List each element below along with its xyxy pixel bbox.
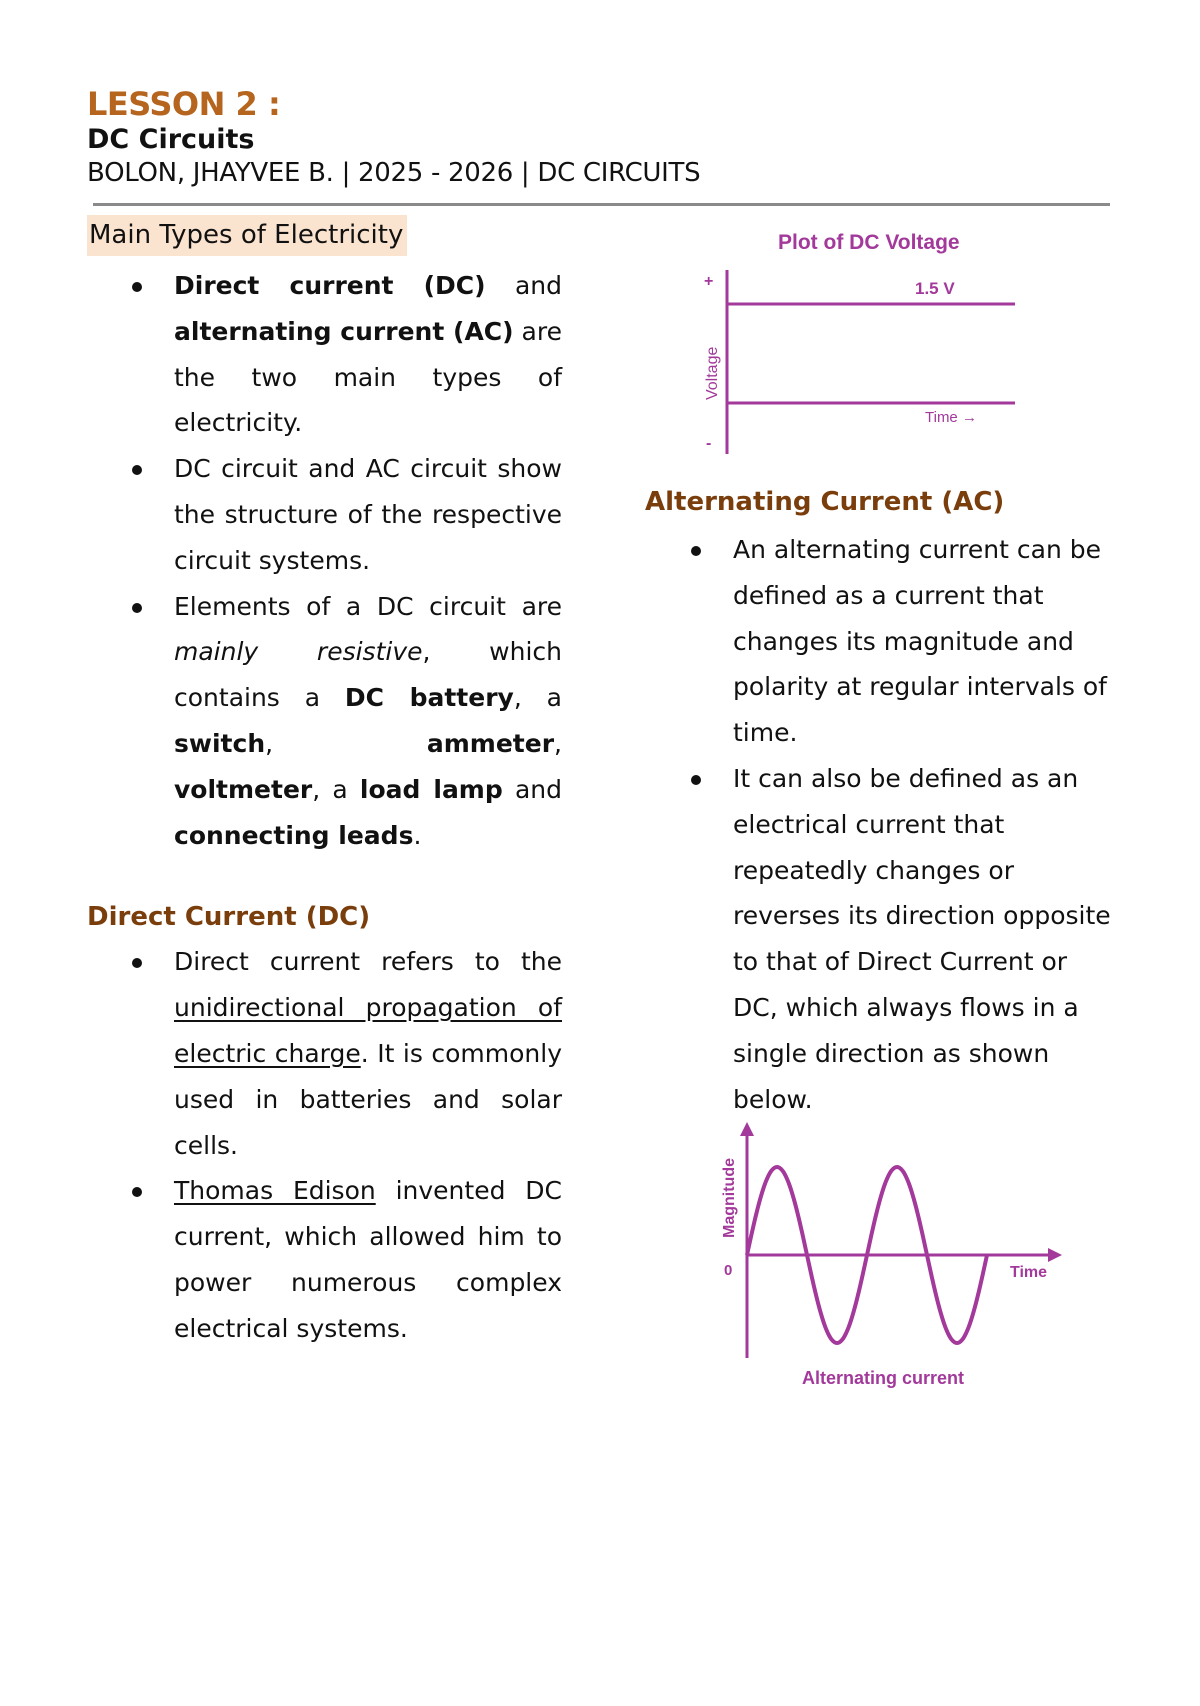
ac-plot-origin: 0: [724, 1262, 733, 1279]
dc-plot-title: Plot of DC Voltage: [778, 231, 960, 254]
text: Direct current refers to the: [174, 947, 562, 977]
ac-plot-x-arrow: [1048, 1248, 1062, 1262]
section-title-main-types: Main Types of Electricity: [87, 215, 407, 256]
term-ammeter: ammeter: [426, 728, 555, 758]
list-item: An alternating current can be defined as a current that changes its magnitude and polarity at regular intervals of time.: [645, 527, 1115, 756]
ac-plot-y-arrow: [740, 1122, 754, 1136]
left-column: [87, 215, 562, 1352]
text: and: [502, 774, 562, 804]
dc-plot-ylabel: Voltage: [704, 346, 721, 400]
dc-plot-xlabel: Time →: [925, 409, 977, 426]
text: . It is commonly used in batteries and solar cells.: [174, 1038, 563, 1160]
header-divider: [93, 203, 1110, 206]
document-header: [87, 84, 1117, 190]
term-alternating-current: alternating current (AC): [174, 316, 514, 346]
list-item: It can also be defined as an electrical current that repeatedly changes or reverses its direction opposite to that of Direct Current or DC, which always flows in a single direction as shown below.: [645, 756, 1115, 1122]
text: , a: [312, 774, 360, 804]
ac-plot-ylabel: Magnitude: [721, 1158, 738, 1238]
list-item: [87, 584, 562, 859]
text: , a: [513, 683, 562, 713]
list-item: [87, 939, 562, 1168]
dc-list: [87, 939, 562, 1351]
ac-list: [645, 527, 1115, 1122]
dc-plot-plus: +: [704, 273, 714, 290]
term-load-lamp: load lamp: [359, 774, 503, 804]
list-item: [87, 1168, 562, 1351]
section-title-alternating-current: Alternating Current (AC): [645, 487, 1005, 517]
text: Elements of a DC circuit are: [174, 591, 562, 621]
text: .: [413, 820, 422, 850]
list-item: [87, 446, 562, 583]
text: , which contains a: [174, 637, 562, 713]
text: are the two main types of electricity.: [174, 316, 562, 438]
list-item: [87, 263, 562, 446]
term-voltmeter: voltmeter: [174, 774, 313, 804]
term-unidirectional-propagation: unidirectional propagation of electric charge: [174, 993, 562, 1068]
text: invented DC current, which allowed him to power numerous complex electrical systems.: [174, 1176, 562, 1343]
term-connecting-leads: connecting leads: [174, 820, 414, 850]
term-direct-current: Direct current (DC): [174, 271, 486, 300]
term-thomas-edison: Thomas Edison: [174, 1176, 376, 1206]
dc-voltage-plot: [690, 222, 1030, 462]
main-types-list: [87, 263, 562, 858]
text: and: [485, 271, 562, 300]
text: ,: [554, 728, 562, 758]
course-title: DC Circuits: [87, 124, 255, 155]
alternating-current-plot: [710, 1120, 1070, 1395]
ac-plot-xlabel: Time: [1010, 1264, 1048, 1281]
text: DC circuit and AC circuit show the structure of the respective circuit systems.: [174, 454, 562, 575]
term-mainly-resistive: mainly resistive: [174, 637, 423, 667]
author-line: BOLON, JHAYVEE B. | 2025 - 2026 | DC CIRCUITS: [87, 158, 701, 188]
term-switch: switch: [174, 728, 266, 758]
term-dc-battery: DC battery: [344, 683, 514, 713]
lesson-title: LESSON 2 :: [87, 85, 281, 123]
text: ,: [265, 728, 427, 758]
dc-plot-minus: -: [706, 435, 712, 452]
section-title-direct-current: Direct Current (DC): [87, 902, 371, 933]
ac-plot-caption: Alternating current: [802, 1368, 965, 1388]
dc-plot-value-label: 1.5 V: [915, 279, 955, 298]
